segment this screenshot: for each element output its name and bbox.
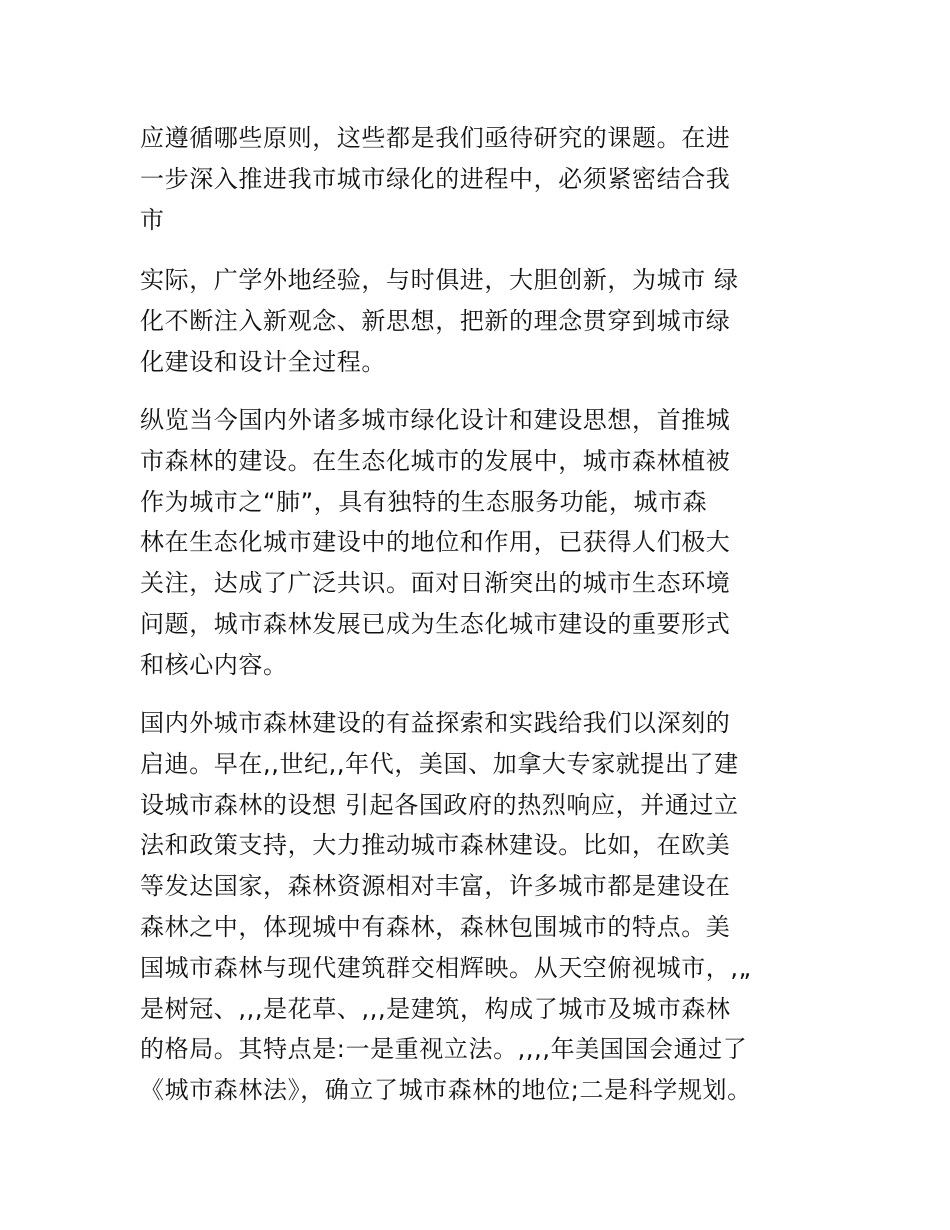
text-line: 森林之中，体现城中有森林，森林包围城市的特点。美 xyxy=(140,912,731,941)
text-line: 应遵循哪些原则，这些都是我们亟待研究的课题。在进 xyxy=(140,124,731,152)
text-line: 纵览当今国内外诸多城市绿化设计和建设思想，首推城 xyxy=(140,406,731,434)
paragraph-2 xyxy=(140,260,820,382)
text-line: 是树冠、,,,是花草、,,,是建筑，构成了城市及城市森林 xyxy=(140,994,731,1023)
text-line: 市森林的建设。在生态化城市的发展中，城市森林植被 xyxy=(140,446,731,475)
paragraph-3 xyxy=(140,400,820,686)
text-line: 市 xyxy=(140,205,165,234)
paragraph-4 xyxy=(140,703,820,1111)
text-line: 一步深入推进我市城市绿化的进程中，必须紧密结合我 xyxy=(140,164,731,193)
text-line: 实际，广学外地经验，与时俱进，大胆创新，为城市 绿 xyxy=(140,266,739,294)
text-line: 的格局。其特点是:一是重视立法。,,,,年美国国会通过了 xyxy=(140,1035,748,1064)
text-line: 国内外城市森林建设的有益探索和实践给我们以深刻的 xyxy=(140,709,731,737)
text-line: 关注，达成了广泛共识。面对日渐突出的城市生态环境 xyxy=(140,569,731,598)
text-line: 法和政策支持，大力推动城市森林建设。比如，在欧美 xyxy=(140,831,731,860)
paragraph-1 xyxy=(140,118,820,240)
text-line: 国城市森林与现代建筑群交相辉映。从天空俯视城市，,„ xyxy=(140,953,752,982)
text-line: 作为城市之“肺”，具有独特的生态服务功能，城市森 xyxy=(140,487,708,516)
text-line: 《城市森林法》，确立了城市森林的地位;二是科学规划。 xyxy=(140,1076,752,1105)
text-line: 问题，城市森林发展已成为生态化城市建设的重要形式 xyxy=(140,609,731,638)
text-line: 和核心内容。 xyxy=(140,650,288,679)
text-line: 化不断注入新观念、新思想，把新的理念贯穿到城市绿 xyxy=(140,306,731,335)
text-line: 启迪。早在,,世纪,,年代，美国、加拿大专家就提出了建 xyxy=(140,749,739,778)
text-line: 化建设和设计全过程。 xyxy=(140,347,386,376)
text-line: 等发达国家，森林资源相对丰富，许多城市都是建设在 xyxy=(140,872,731,901)
text-line: 林在生态化城市建设中的地位和作用，已获得人们极大 xyxy=(140,528,731,557)
text-line: 设城市森林的设想 引起各国政府的热烈响应，并通过立 xyxy=(140,790,739,819)
